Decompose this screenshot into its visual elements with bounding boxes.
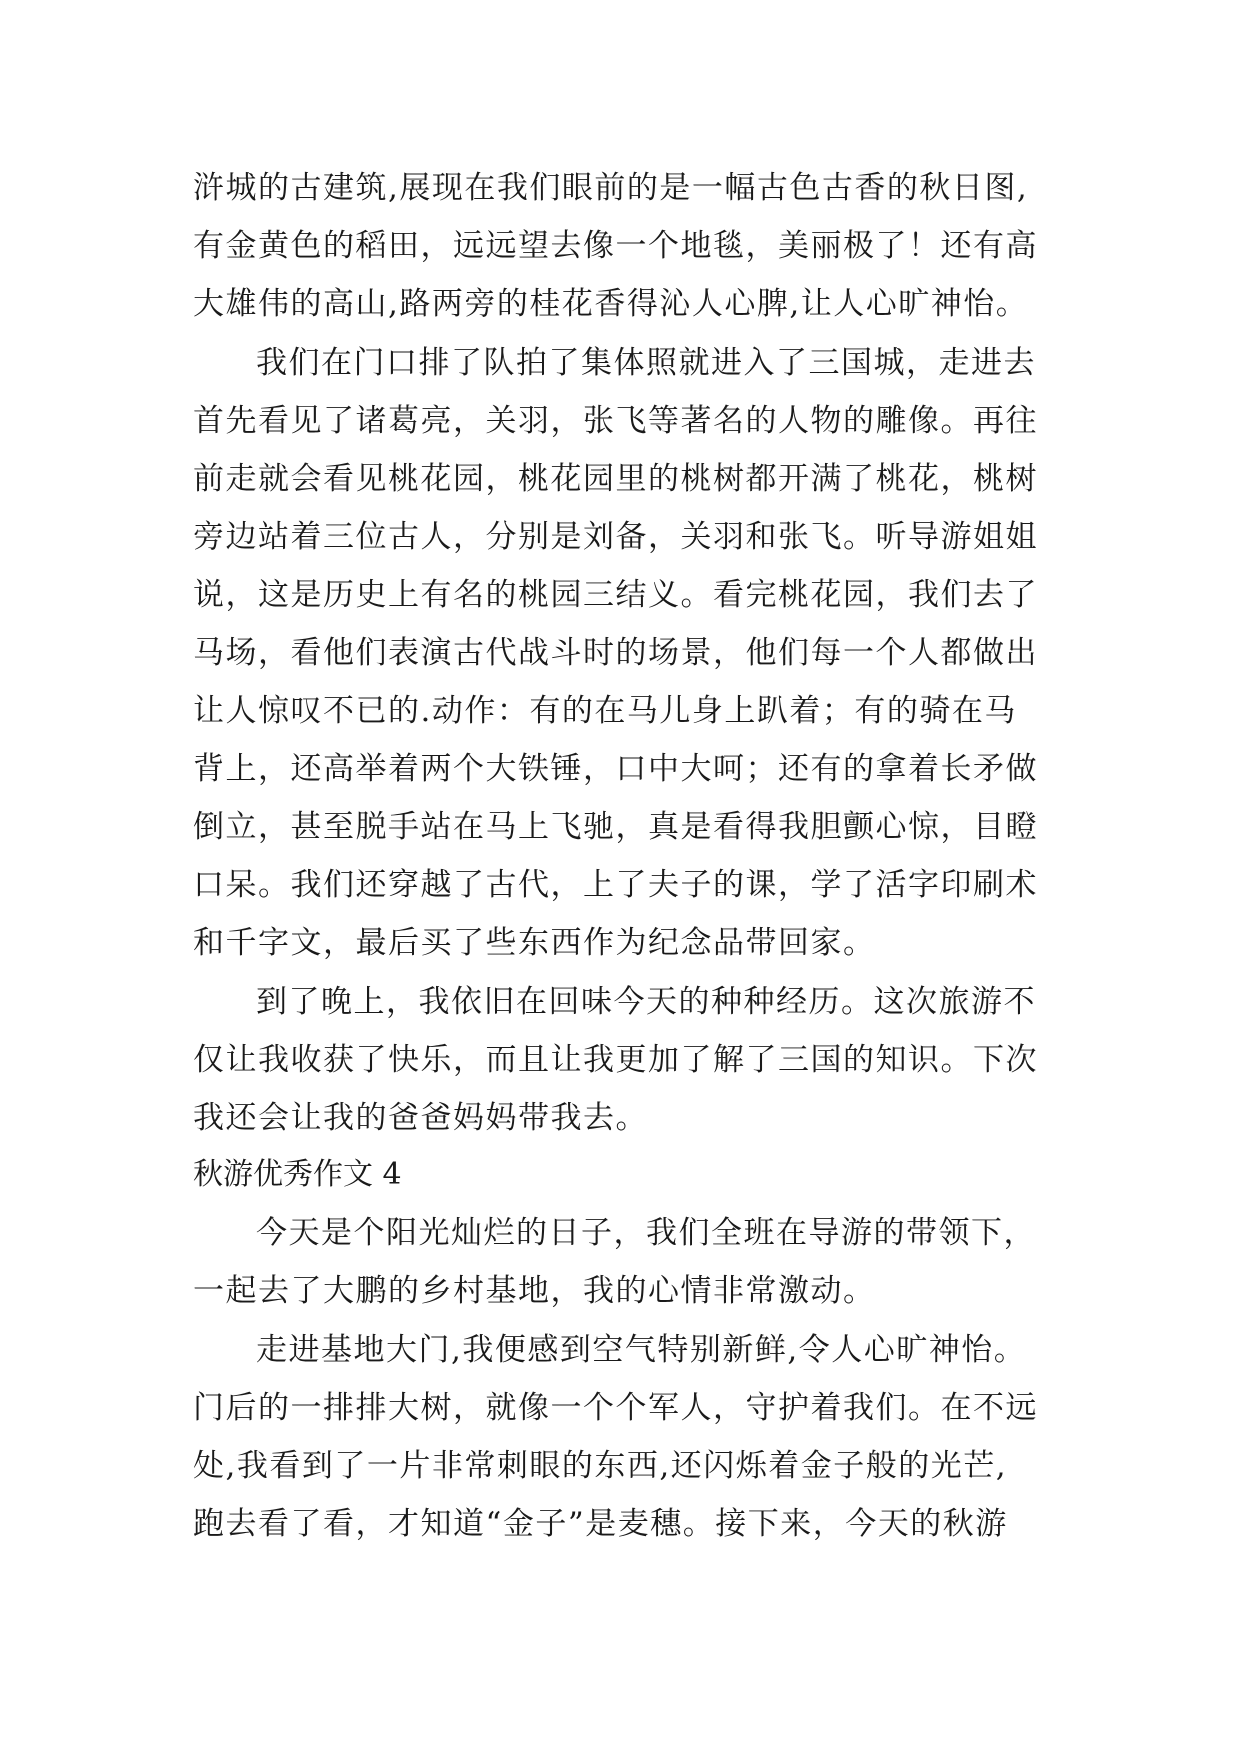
paragraph-line: 门后的一排排大树，就像一个个军人，守护着我们。在不远 <box>193 1390 1038 1426</box>
paragraph-first-line: 今天是个阳光灿烂的日子，我们全班在导游的带领下， <box>256 1215 1036 1251</box>
paragraph-line: 有金黄色的稻田，远远望去像一个地毯，美丽极了！还有高 <box>193 228 1038 264</box>
paragraph-line: 马场，看他们表演古代战斗时的场景，他们每一个人都做出 <box>193 635 1038 671</box>
paragraph-line: 大雄伟的高山,路两旁的桂花香得沁人心脾,让人心旷神怡。 <box>193 286 1029 322</box>
paragraph-line: 一起去了大鹏的乡村基地，我的心情非常激动。 <box>193 1273 876 1309</box>
paragraph-line: 跑去看了看，才知道“金子”是麦穗。接下来，今天的秋游 <box>193 1506 1008 1542</box>
paragraph-line: 和千字文，最后买了些东西作为纪念品带回家。 <box>193 925 876 961</box>
paragraph-line: 旁边站着三位古人，分别是刘备，关羽和张飞。听导游姐姐 <box>193 519 1038 555</box>
paragraph-line: 倒立，甚至脱手站在马上飞驰，真是看得我胆颤心惊，目瞪 <box>193 809 1038 845</box>
paragraph-line: 说，这是历史上有名的桃园三结义。看完桃花园，我们去了 <box>193 577 1038 613</box>
paragraph-line: 仅让我收获了快乐，而且让我更加了解了三国的知识。下次 <box>193 1042 1038 1078</box>
paragraph-line: 让人惊叹不已的.动作：有的在马儿身上趴着；有的骑在马 <box>193 693 1017 729</box>
paragraph-line: 首先看见了诸葛亮，关羽，张飞等著名的人物的雕像。再往 <box>193 403 1038 439</box>
paragraph-line: 背上，还高举着两个大铁锤，口中大呵；还有的拿着长矛做 <box>193 751 1038 787</box>
paragraph-first-line: 我们在门口排了队拍了集体照就进入了三国城，走进去 <box>256 345 1036 381</box>
paragraph-line: 浒城的古建筑,展现在我们眼前的是一幅古色古香的秋日图, <box>193 170 1029 206</box>
paragraph-first-line: 到了晚上，我依旧在回味今天的种种经历。这次旅游不 <box>256 984 1036 1020</box>
paragraph-first-line: 走进基地大门,我便感到空气特别新鲜,令人心旷神怡。 <box>256 1332 1027 1368</box>
section-heading: 秋游优秀作文 4 <box>193 1157 402 1192</box>
paragraph-line: 口呆。我们还穿越了古代，上了夫子的课，学了活字印刷术 <box>193 867 1038 903</box>
paragraph-line: 处,我看到了一片非常刺眼的东西,还闪烁着金子般的光芒, <box>193 1448 1008 1484</box>
paragraph-line: 我还会让我的爸爸妈妈带我去。 <box>193 1100 648 1136</box>
paragraph-line: 前走就会看见桃花园，桃花园里的桃树都开满了桃花，桃树 <box>193 461 1038 497</box>
